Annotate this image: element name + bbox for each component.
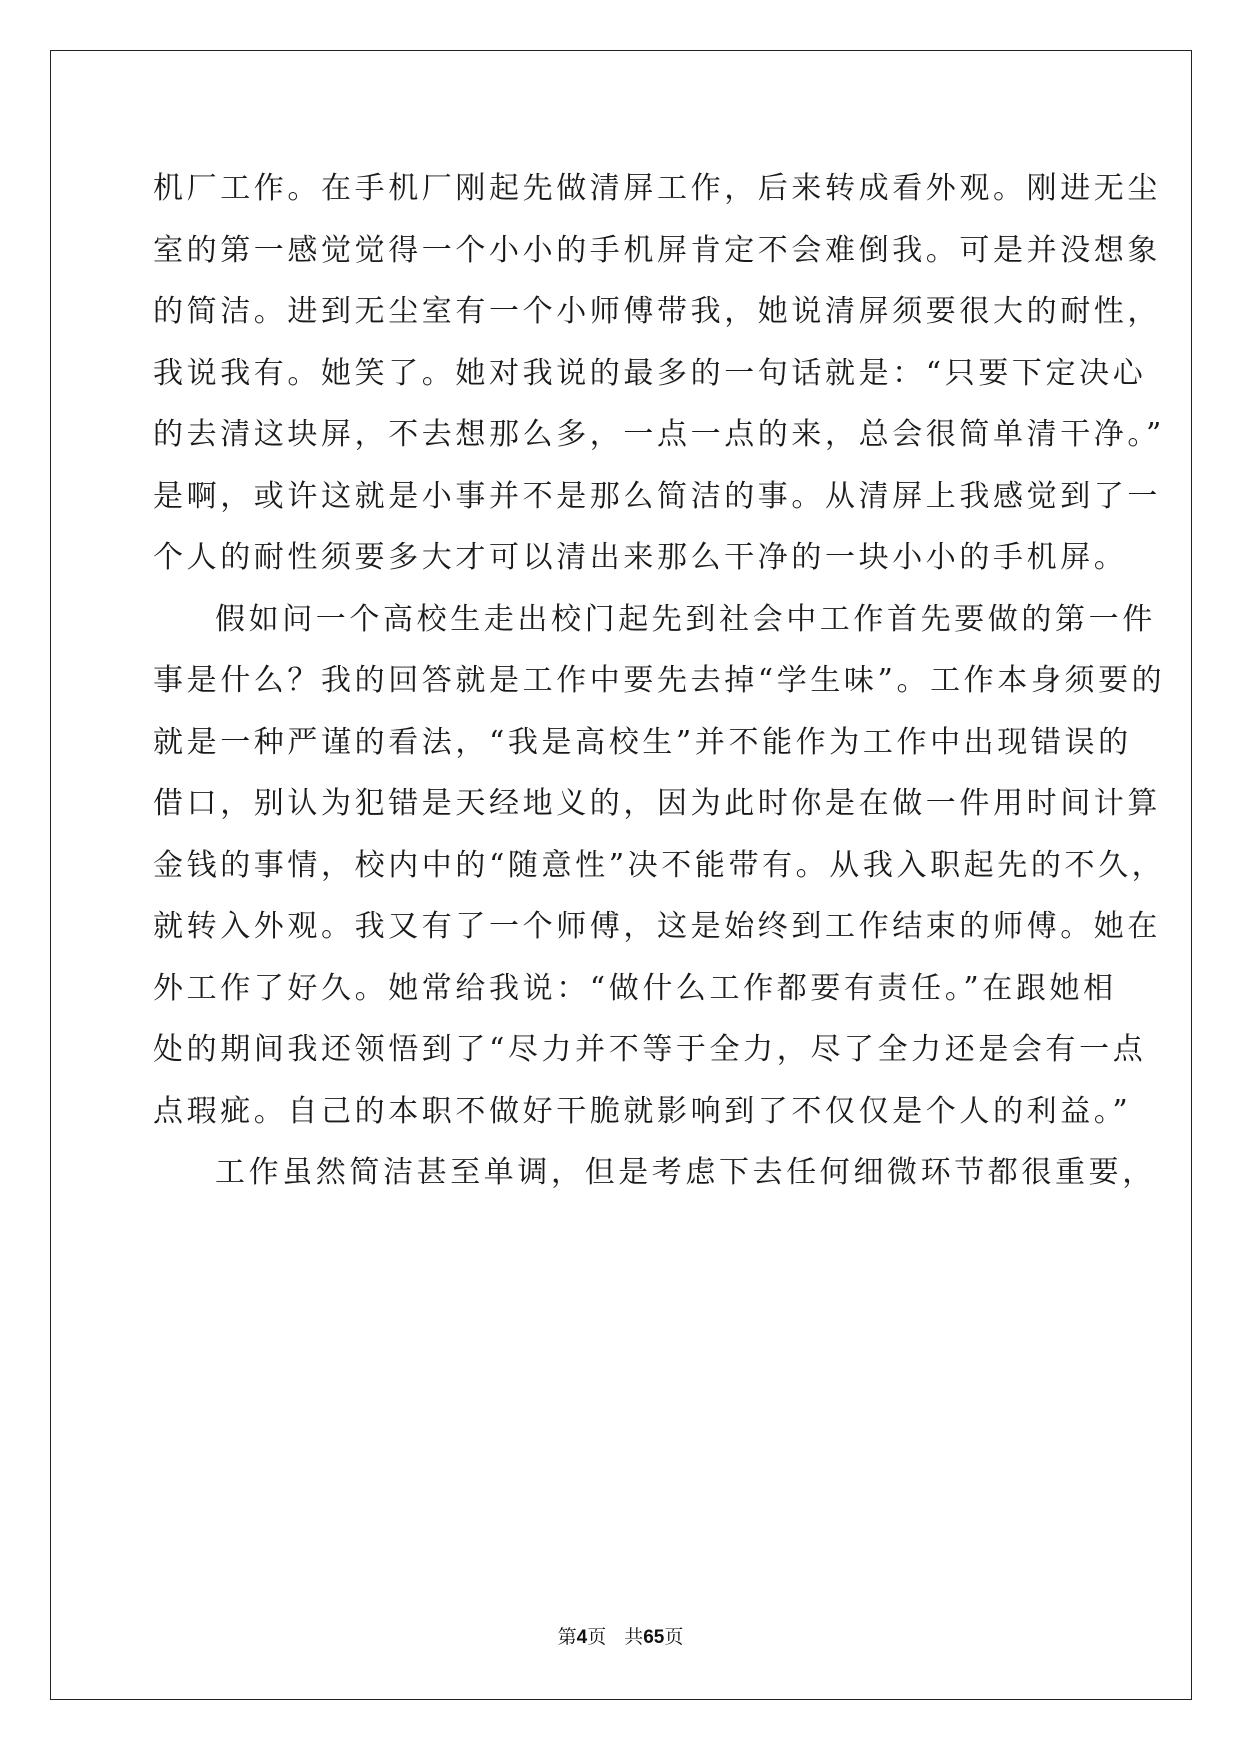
text-line: 金钱的事情，校内中的“随意性”决不能带有。从我入职起先的不久， [153,847,1166,883]
text-line: 我说我有。她笑了。她对我说的最多的一句话就是：“只要下定决心 [153,355,1147,391]
text-line: 就是一种严谨的看法，“我是高校生”并不能作为工作中出现错误的 [153,724,1132,760]
document-body [153,158,1166,1204]
footer-total-prefix: 共 [624,1626,644,1648]
current-page-number: 4 [576,1627,588,1648]
text-line: 借口，别认为犯错是天经地义的，因为此时你是在做一件用时间计算 [153,786,1161,821]
text-line: 事是什么？我的回答就是工作中要先去掉“学生味”。工作本身须要的 [153,663,1166,698]
page-footer [0,1622,1241,1649]
text-line: 室的第一感觉觉得一个小小的手机屏肯定不会难倒我。可是并没想象 [153,232,1161,268]
text-line: 处的期间我还领悟到了“尽力并不等于全力，尽了全力还是会有一点 [153,1032,1147,1067]
text-line: 的简洁。进到无尘室有一个小师傅带我，她说清屏须要很大的耐性， [153,294,1161,329]
text-line: 个人的耐性须要多大才可以清出来那么干净的一块小小的手机屏。 [153,540,1128,575]
text-line: 的去清这块屏，不去想那么多，一点一点的来，总会很简单清干净。” [153,417,1165,452]
total-page-count: 65 [643,1627,665,1648]
text-line: 外工作了好久。她常给我说：“做什么工作都要有责任。”在跟她相 [153,970,1117,1006]
paragraph-start-line: 假如问一个高校生走出校门起先到社会中工作首先要做的第一件 [215,601,1156,637]
text-line: 就转入外观。我又有了一个师傅，这是始终到工作结束的师傅。她在 [153,909,1161,944]
text-line: 点瑕疵。自己的本职不做好干脆就影响到了不仅仅是个人的利益。” [153,1093,1132,1129]
footer-page-prefix: 第 [557,1626,577,1648]
footer-page-unit: 页 [587,1626,607,1648]
text-line: 机厂工作。在手机厂刚起先做清屏工作，后来转成看外观。刚进无尘 [153,171,1161,206]
text-line: 是啊，或许这就是小事并不是那么简洁的事。从清屏上我感觉到了一 [153,478,1161,514]
footer-total-unit: 页 [664,1626,684,1648]
paragraph-start-line: 工作虽然简洁甚至单调，但是考虑下去任何细微环节都很重要， [215,1155,1156,1190]
